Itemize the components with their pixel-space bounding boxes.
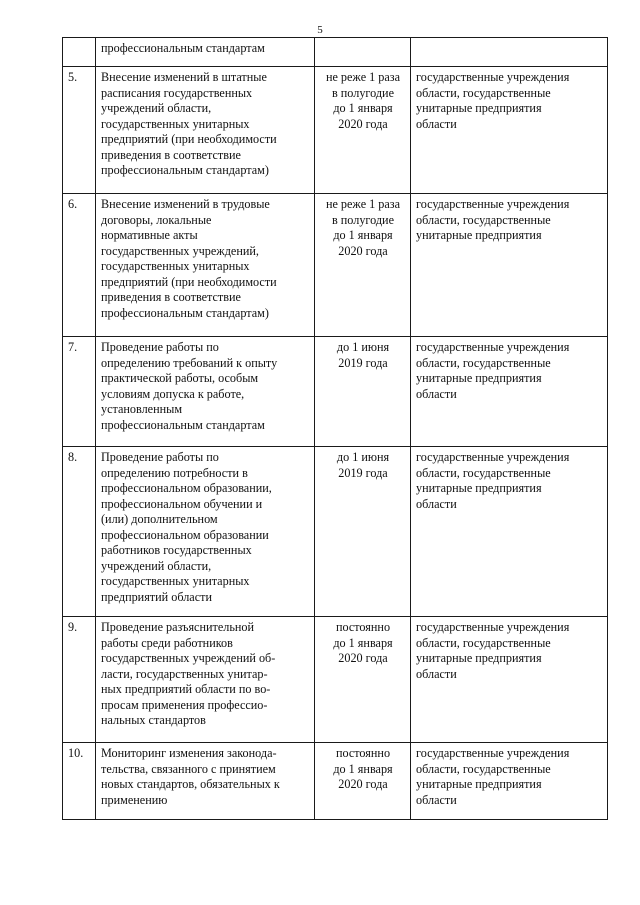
task-cell bbox=[96, 337, 315, 447]
table-row bbox=[63, 67, 608, 194]
task-cell bbox=[96, 67, 315, 194]
table-row bbox=[63, 337, 608, 447]
executor-text: государственные учреждения области, государственные унитарные предприятия области bbox=[416, 450, 570, 511]
executor-cell bbox=[411, 447, 608, 617]
term-cell bbox=[315, 617, 411, 743]
action-plan-table bbox=[62, 37, 608, 820]
task-text: профессиональным стандартам bbox=[101, 41, 265, 55]
row-number: 9. bbox=[68, 620, 78, 634]
row-number-cell bbox=[63, 67, 96, 194]
table-row bbox=[63, 447, 608, 617]
row-number-cell bbox=[63, 617, 96, 743]
executor-text: государственные учреждения области, государственные унитарные предприятия области bbox=[416, 340, 570, 401]
executor-cell bbox=[411, 194, 608, 337]
term-text: до 1 июня 2019 года bbox=[336, 340, 390, 370]
task-text: Мониторинг изменения законода- тельства, связанного с принятием новых стандартов, обязательных к применению bbox=[101, 746, 280, 807]
row-number: 6. bbox=[68, 197, 78, 211]
task-text: Проведение работы по определению требований к опыту практической работы, особым условиям допуска к работе, установленным профессиональным стандартам bbox=[101, 340, 278, 432]
table-row bbox=[63, 617, 608, 743]
term-cell bbox=[315, 194, 411, 337]
term-text: постоянно до 1 января 2020 года bbox=[333, 746, 393, 791]
executor-cell bbox=[411, 337, 608, 447]
task-text: Внесение изменений в трудовые договоры, локальные нормативные акты государственных учреждений, государственных унитарных предприятий (при необходимости приведения в соответствие профессиональным стандартам) bbox=[101, 197, 277, 320]
executor-text: государственные учреждения области, государственные унитарные предприятия области bbox=[416, 70, 570, 131]
term-cell bbox=[315, 743, 411, 820]
task-text: Проведение работы по определению потребности в профессиональном образовании, профессиональном обучении и (или) дополнительном профессиональном образовании работников государственных учреждений области, государственных унитарных предприятий области bbox=[101, 450, 272, 604]
row-number-cell bbox=[63, 194, 96, 337]
executor-cell bbox=[411, 38, 608, 67]
executor-cell bbox=[411, 743, 608, 820]
row-number-cell bbox=[63, 38, 96, 67]
executor-cell bbox=[411, 67, 608, 194]
term-text: не реже 1 раза в полугодие до 1 января 2020 года bbox=[325, 70, 401, 131]
task-cell bbox=[96, 743, 315, 820]
term-text: не реже 1 раза в полугодие до 1 января 2020 года bbox=[325, 197, 401, 258]
task-cell bbox=[96, 38, 315, 67]
executor-text: государственные учреждения области, государственные унитарные предприятия bbox=[416, 197, 570, 242]
row-number-cell bbox=[63, 337, 96, 447]
executor-text: государственные учреждения области, государственные унитарные предприятия области bbox=[416, 746, 570, 807]
row-number: 7. bbox=[68, 340, 78, 354]
table-row bbox=[63, 743, 608, 820]
task-cell bbox=[96, 447, 315, 617]
task-text: Проведение разъяснительной работы среди работников государственных учреждений об- ласти, государственных унитар- ных предприятий области по во- просам применения профессио- нальных стандартов bbox=[101, 620, 276, 727]
term-text: постоянно до 1 января 2020 года bbox=[333, 620, 393, 665]
term-cell bbox=[315, 67, 411, 194]
row-number: 10. bbox=[68, 746, 84, 760]
row-number: 5. bbox=[68, 70, 78, 84]
row-number: 8. bbox=[68, 450, 78, 464]
term-cell bbox=[315, 337, 411, 447]
term-cell bbox=[315, 38, 411, 67]
table-row bbox=[63, 38, 608, 67]
page-number: 5 bbox=[317, 24, 323, 36]
term-text: до 1 июня 2019 года bbox=[336, 450, 390, 480]
term-cell bbox=[315, 447, 411, 617]
task-text: Внесение изменений в штатные расписания государственных учреждений области, государственных унитарных предприятий (при необходимости приведения в соответствие профессиональным стандартам) bbox=[101, 70, 277, 177]
executor-cell bbox=[411, 617, 608, 743]
task-cell bbox=[96, 194, 315, 337]
table-row bbox=[63, 194, 608, 337]
task-cell bbox=[96, 617, 315, 743]
row-number-cell bbox=[63, 743, 96, 820]
row-number-cell bbox=[63, 447, 96, 617]
executor-text: государственные учреждения области, государственные унитарные предприятия области bbox=[416, 620, 570, 681]
